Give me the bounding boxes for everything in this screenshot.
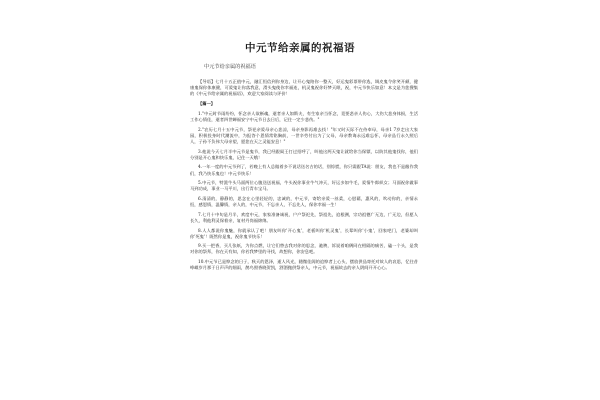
list-item: 10.中元节已是悼念的日子，秋天的恩泽，逝人风光，随微佳阁的追悼者上心头，摆放供品寄托对故人的哀思，忆往昔峥嵘岁月那于日声声的细雨，鹊鸟照香晓贺凯，酒酒抛供祭亲人，中元节，祝福故去的亲人阴间开开心心。 <box>190 260 418 272</box>
list-item: 8.人人都说你鬼魅，你就承认了吧！朋友叫你'开心鬼'，老板叫你'机灵鬼'，长辈叫你'小鬼'，回家吧门，老婆却叫你'死鬼'！既然你是鬼，祝你鬼节快乐！ <box>190 228 418 240</box>
document-body <box>190 80 418 276</box>
list-item: 1."中元时节雨纷纷，怀念亲人欲断魂，逝者亲人如斯夫，有生家亲当怀念，竟要悲亲人伤心，大伤大悲身体损，生活工作心情佳，逝者四世蝉福安宁中元节日去日后，记住一定少悲伤。" <box>190 111 418 124</box>
list-item: 2."农历七月十五中元节，祭祀亲爱母亲心悲凉，母亲身影再难去找！"年又时天际不在侍奉母，母亲1 7岁走出大家园，积极投身时代潮流中，为报答个恩情常铭胸前，一世辛劳付出为了父母，母亲教诲永远难忘怀，母亲品行永久照后人，子孙不负伟大母亲望，愿您在天之灵能安息！" <box>190 127 418 145</box>
list-item: 4.一年一度的中元节到了，若晚上有人总做着多不说话送名吉的话，别惊慌，你只需跟TA说：朋友，我也不是敝作我们，我乃快乐鬼也！中元节快乐！ <box>190 165 418 177</box>
list-item: 6.清清的，静静的，思念在心里轻轻的，忠诚的，中元节，寄给亲爱一丝柔，心慰藉，惠风的，吹动你的，亲情永恒，感恩情，温馨情，亲人的，中元节，不忘亲人，不忘先人，保你幸福一生！ <box>190 196 418 209</box>
list-item: 9.买一把香，买几张纸，为你点燃，让它们替去我对你的思念，驰骋，诉说着咱俩同在相隔的痛苦，磕一个头，是我对你的祭拜，你在天有知，你若我梦里的寻找，故想你，你安息吧。 <box>190 244 418 256</box>
section-heading: 【篇一】 <box>198 101 216 107</box>
list-item: 3.他说今天七月半中元节是鬼节，我已经跟阎王打过招呼了，叫他这两天鬼让就给你当保镖，以防其他鬼找你，他们分别是开心鬼和快乐鬼，记住一天哦！ <box>190 149 418 161</box>
page-title: 中元节给亲属的祝福语 <box>245 42 355 54</box>
page-subtitle: 中元节给亲属的祝福语 <box>204 64 256 70</box>
intro-paragraph: 【导语】七月十五正值中元，融汇恒信到你身边，让开心鬼陪你一整天，好运鬼彩票带你选，调皮鬼令你笑开颜，健康鬼保你体康健，可爱鬼让你落我意，滑头鬼使你幸福连，机灵鬼祝你好梦天眠，祝，中元节快乐如意！本文是为您搜集的《中元节给亲属的祝福语》，欢迎大家阅读与评价！ <box>190 80 418 98</box>
list-item: 5.中元节，特派牛头马面两位心腹送送祝福，牛头祝你事业牛气冲天，好运多如牛毛，爱情牛郎织女；马面祝你做事马到功成，事业一马平川，出行青车宝马。 <box>190 181 418 193</box>
list-item: 7.七月十中旬是月半，欢度中元，家家准备诚祝，户户祭祀先，祭祖先，追根溯，宗功祖德广无边，广无边，但愿人长久，利他利灵保着亲，复材丹岗福绵绵。 <box>190 212 418 224</box>
